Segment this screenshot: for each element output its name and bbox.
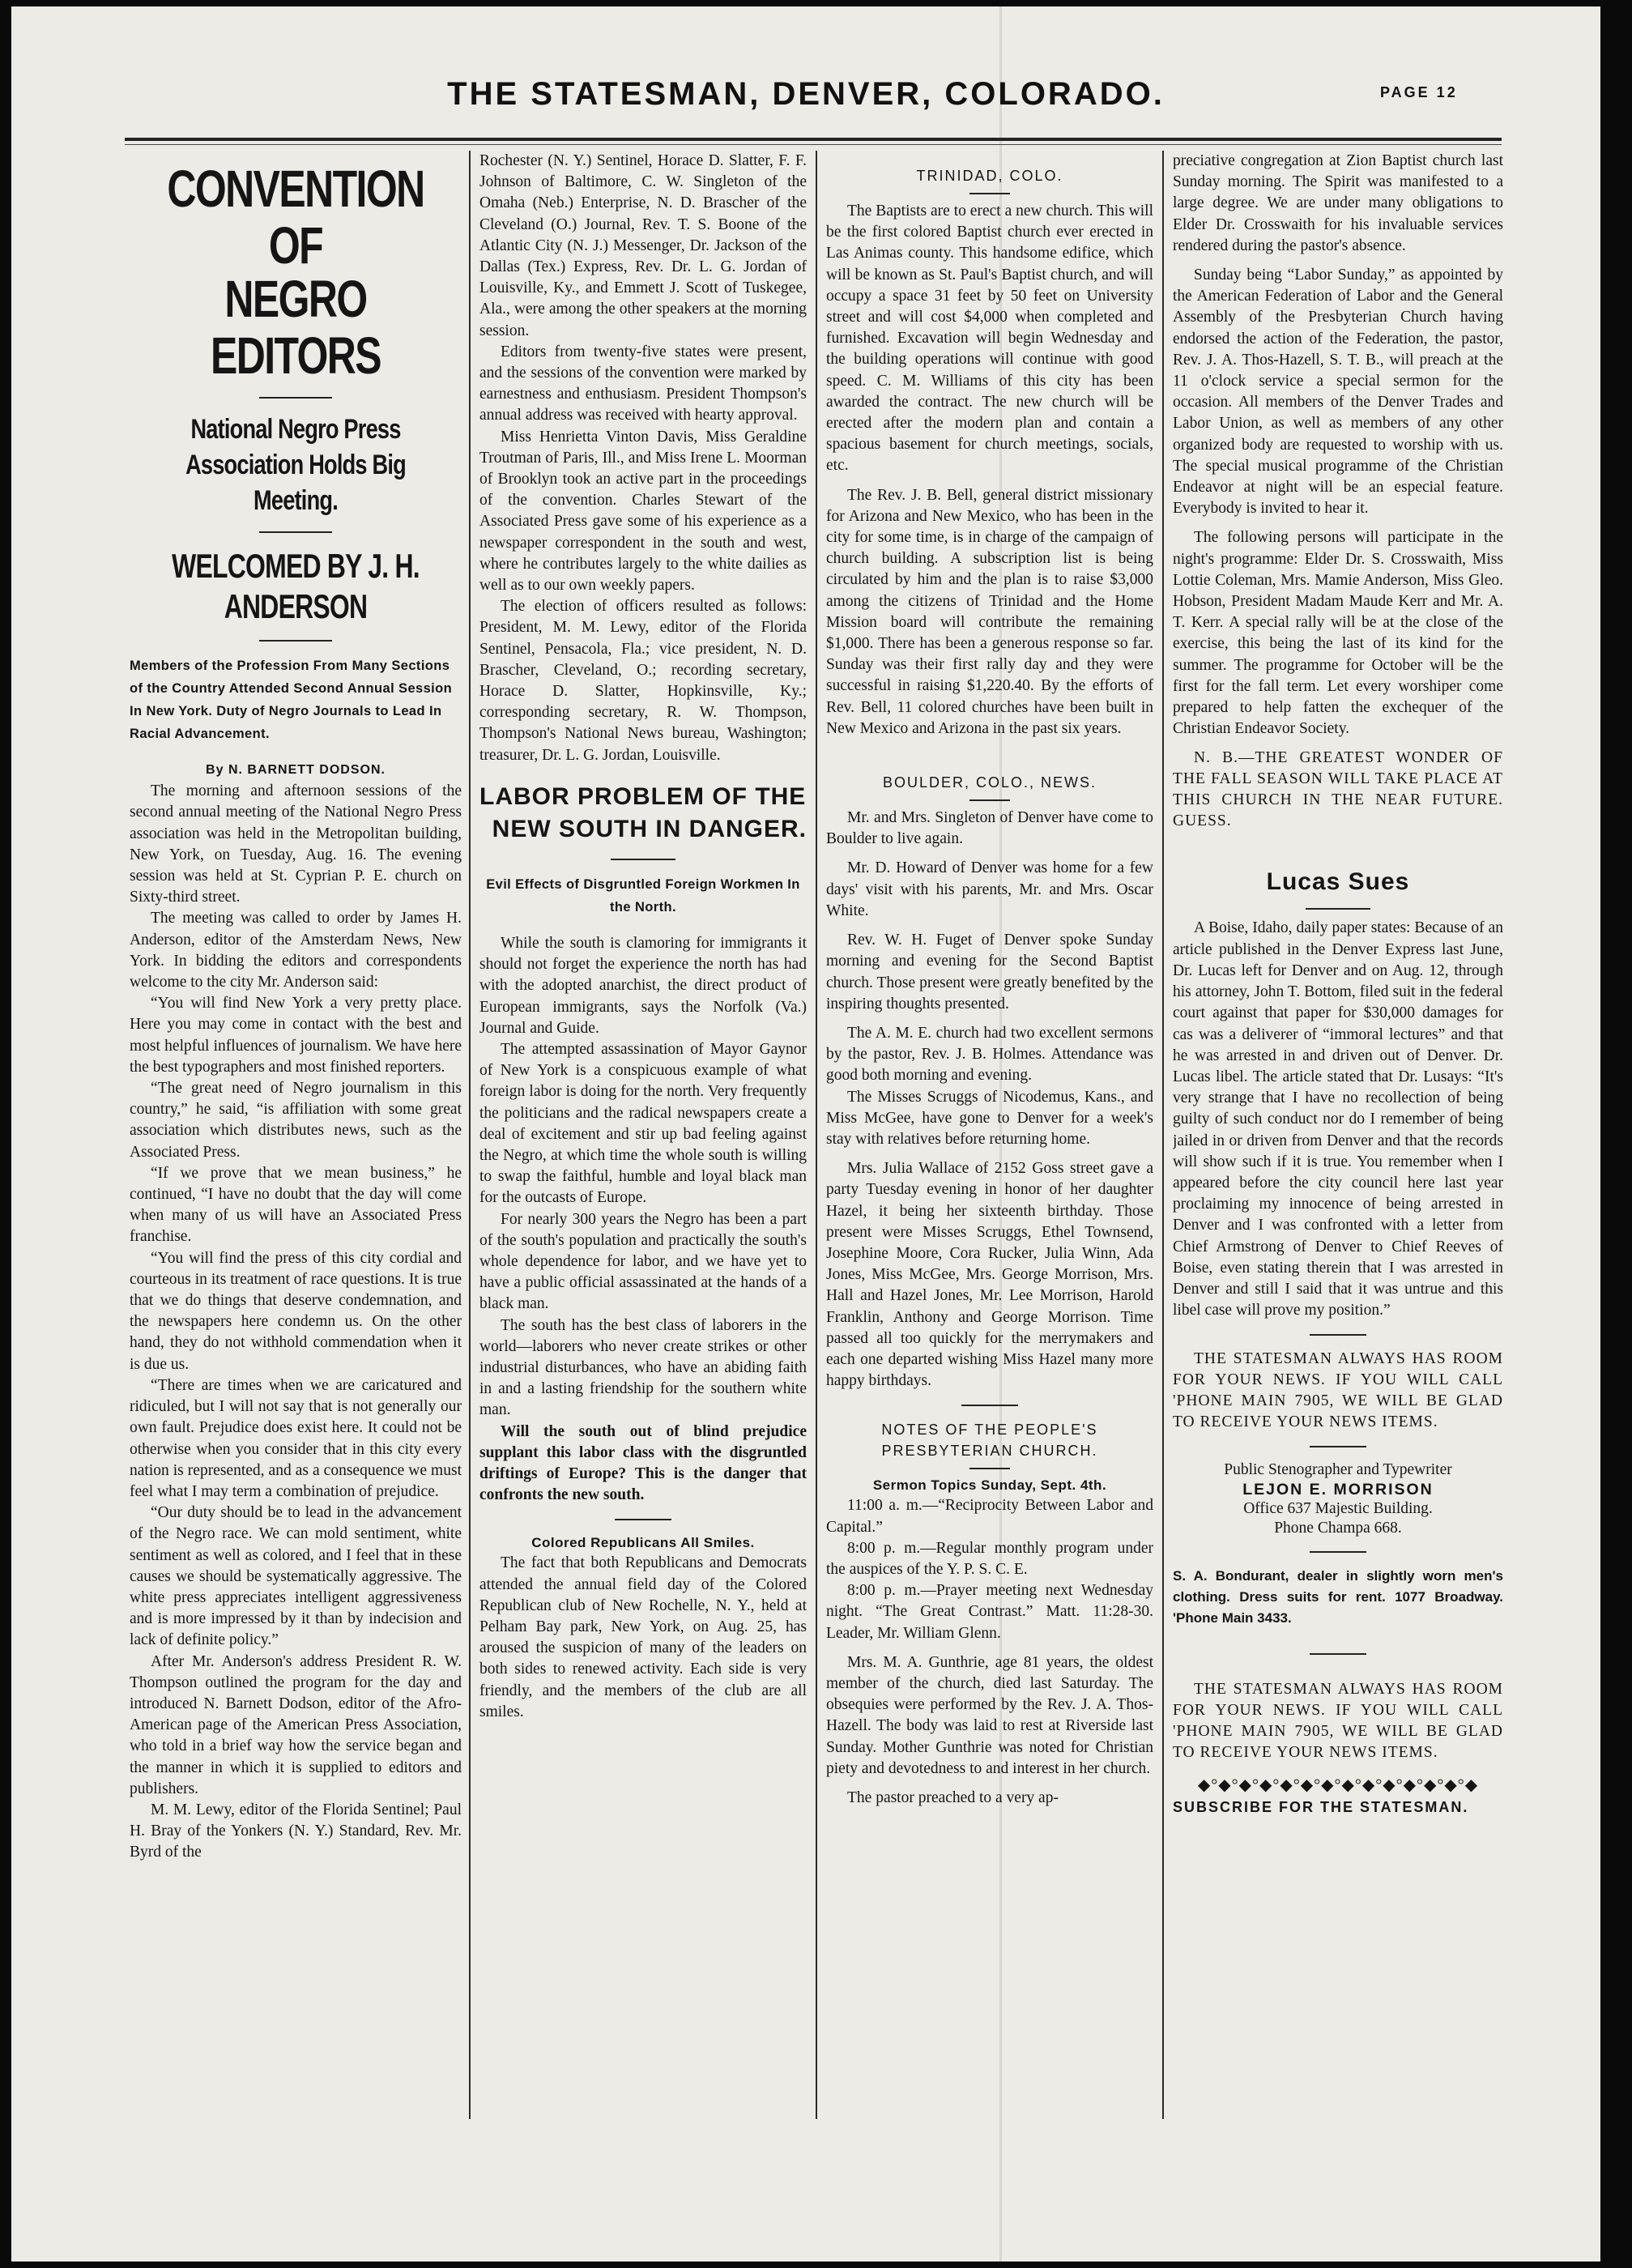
paragraph: The fact that both Republicans and Democrats attended the annual field day of the Colored Republican club of New Rochelle, N. Y., held at Pelham Bay park, New York, on Aug. 25, has aroused the suspicion of many of the leaders on both sides to renewed activity. Each side is very friendly, and the members of the club are all smiles. [479, 1554, 807, 1720]
card-line: Public Stenographer and Typewriter [1224, 1461, 1452, 1479]
business-card-morrison [1173, 1460, 1503, 1538]
headline-labor-problem: LABOR PROBLEM OF THE [479, 782, 807, 810]
section-divider [969, 193, 1010, 194]
section-divider [615, 1519, 671, 1520]
paragraph: Mr. D. Howard of Denver was home for a few days' visit with his parents, Mr. and Mrs. Oscar White. [826, 859, 1153, 919]
paragraph: While the south is clamoring for immigrants it should not forget the experience the north has had with the adopted anarchist, the direct product of European immigrants, says the Norfolk (Va.) Journal and Guide. [479, 934, 807, 1037]
paragraph: Rochester (N. Y.) Sentinel, Horace D. Slatter, F. F. Johnson of Baltimore, C. W. Singleton of the Omaha (Neb.) Enterprise, N. D. Brascher of the Cleveland (O.) Journal, Rev. T. S. Boone of the Atlantic City (N. J.) Messenger, Dr. Jackson of the Dallas (Tex.) Express, Rev. Dr. L. G. Jordan of Louisville, Ky., and Emmett J. Scott of Tuskegee, Ala., were among the other speakers at the morning session. [479, 152, 807, 339]
paragraph: preciative congregation at Zion Baptist church last Sunday morning. The Spirit was manifested to a large degree. We are under many obligations to Elder Dr. Crosswaith for his invaluable services rendered during the pastor's absence. [1173, 152, 1503, 254]
paragraph: The election of officers resulted as follows: President, M. M. Lewy, editor of the Florida Sentinel, Pensacola, Fla.; vice president, N. D. Brascher, Cleveland, O.; recording secretary, Horace D. Slatter, Hopkinsville, Ky.; corresponding secretary, R. W. Thompson, Thompson's National News bureau, Washington; treasurer, Dr. L. G. Jordan, Louisville. [479, 598, 807, 764]
paragraph: “If we prove that we mean business,” he continued, “I have no doubt that the day will come when many of us will have an Associated Press franchise. [130, 1164, 462, 1246]
paragraph: The attempted assassination of Mayor Gaynor of New York is a conspicuous example of what foreign labor is doing for the north. Very frequently the politicians and the radical newspapers create a deal of excitement and stir up bad feeling against the Negro, at which time the whole south is willing to swap the faithful, humble and loyal black man for the outcasts of Europe. [479, 1040, 807, 1207]
paragraph: For nearly 300 years the Negro has been a part of the south's population and practically the south's whole dependence for labor, and we have yet to have a public official assassinated at the hands of a black man. [479, 1210, 807, 1313]
paragraph: The A. M. E. church had two excellent sermons by the pastor, Rev. J. B. Holmes. Attendance was good both morning and evening. [826, 1024, 1153, 1085]
nb-notice: N. B.—THE GREATEST WONDER OF THE FALL SEASON WILL TAKE PLACE AT THIS CHURCH IN THE NEAR FUTURE. GUESS. [1173, 749, 1503, 830]
paragraph: Sunday being “Labor Sunday,” as appointed by the American Federation of Labor and the General Assembly of the Presbyterian Church having endorsed the action of the Federation, the pastor, Rev. J. A. Thos-Hazell, S. T. B., will preach at the 11 o'clock service a special sermon for the occasion. All members of the Denver Trades and Labor Union, as well as members of any other organized body are requested to worship with us. The special musical programme of the Christian Endeavor at night will be an especial feature. Everybody is invited to hear it. [1173, 266, 1503, 518]
section-title-presbyterian: NOTES OF THE PEOPLE'S PRESBYTERIAN CHURCH. [881, 1422, 1098, 1460]
column-1 [130, 151, 462, 2127]
column-rule [469, 151, 471, 2119]
paragraph: Mrs. M. A. Gunthrie, age 81 years, the oldest member of the church, died last Saturday. The obsequies were performed by the Rev. J. A. Thos-Hazell. The body was laid to rest at Riverside last Sunday. Mother Gunthrie was noted for Christian piety and devotedness to and interest in her church. [826, 1653, 1153, 1777]
headline-divider [259, 397, 332, 399]
paragraph: “There are times when we are caricatured and ridiculed, but I will not say that is not generally our own fault. Prejudice does exist here. It could not be otherwise when you consider that in this city every nation is represented, and as a consequence we must feel what I may term a combination of prejudice. [130, 1376, 462, 1500]
paragraph: The Misses Scruggs of Nicodemus, Kans., and Miss McGee, have gone to Denver for a week's stay with relatives before returning home. [826, 1088, 1153, 1148]
paragraph: Rev. W. H. Fuget of Denver spoke Sunday morning and evening for the Second Baptist church. Those present were greatly benefited by the inspiring thoughts presented. [826, 932, 1153, 1013]
paragraph: The meeting was called to order by James H. Anderson, editor of the Amsterdam News, New York. In bidding the editors and correspondents welcome to the city Mr. Anderson said: [130, 910, 462, 991]
masthead: THE STATESMAN, DENVER, COLORADO. [447, 76, 1165, 112]
paragraph: Miss Henrietta Vinton Davis, Miss Geraldine Troutman of Paris, Ill., and Miss Irene L. Moorman of Brooklyn took an active part in the proceedings of the convention. Charles Stewart of the Associated Press gave some of his experience as a newspaper correspondent in the south and west, where he contributes largely to the white dailies as well as to our own weekly papers. [479, 428, 807, 595]
paragraph: Editors from twenty-five states were present, and the sessions of the convention were marked by earnestness and enthusiasm. President Thompson's annual address was received with hearty approval. [479, 343, 807, 424]
column-4 [1173, 151, 1503, 2127]
subhead-republicans: Colored Republicans All Smiles. [531, 1535, 755, 1551]
card-line: Office 637 Majestic Building. [1243, 1500, 1433, 1518]
paragraph: M. M. Lewy, editor of the Florida Sentinel; Paul H. Bray of the Yonkers (N. Y.) Standard, Rev. Mr. Byrd of the [130, 1801, 462, 1861]
newspaper-page [11, 6, 1600, 2262]
headline-press-association: National Negro Press Association Holds Big Meeting. [185, 414, 406, 516]
statesman-notice: THE STATESMAN ALWAYS HAS ROOM FOR YOUR NEWS. IF YOU WILL CALL 'PHONE MAIN 7905, WE WILL BE GLAD TO RECEIVE YOUR NEWS ITEMS. [1173, 1350, 1503, 1431]
sermon-line: 8:00 p. m.—Regular monthly program under the auspices of the Y. P. S. C. E. [826, 1539, 1153, 1578]
article-deck: Members of the Profession From Many Sections of the Country Attended Second Annual Session In New York. Duty of Negro Journals to Lead In Racial Advancement. [130, 659, 453, 741]
section-title-trinidad: TRINIDAD, COLO. [916, 168, 1063, 184]
paragraph: The Rev. J. B. Bell, general district missionary for Arizona and New Mexico, who has been in the city for some time, is in charge of the campaign of church building. A subscription list is being circulated by him and the plan is to raise $3,000 among the citizens of Trinidad and the Home Mission board will contribute the remaining $1,000. There has been a generous response so far. Sunday was their first rally day and they were successful in raising $1,220.40. By the efforts of Rev. Bell, 11 colored churches have been built in New Mexico and Arizona in the past six years. [826, 486, 1153, 737]
section-title-boulder: BOULDER, COLO., NEWS. [882, 774, 1097, 791]
headline-divider [259, 640, 332, 642]
section-divider [961, 1405, 1018, 1406]
paragraph: “Our duty should be to lead in the advancement of the Negro race. We can mold sentiment, white sentiment as well as colored, and I feel that in these causes we should be systematically aggressive. The white press appreciates intelligent aggressiveness and is more impressed by it than by indecision and lack of definite policy.” [130, 1504, 462, 1649]
headline-lucas-sues: Lucas Sues [1266, 868, 1410, 896]
subscribe-notice: SUBSCRIBE FOR THE STATESMAN. [1173, 1798, 1469, 1815]
column-2 [479, 151, 807, 2127]
paragraph: The Baptists are to erect a new church. This will be the first colored Baptist church ever erected in Las Animas county. This handsome edifice, which will be known as St. Paul's Baptist church, and will occupy a space 31 feet by 50 feet on University street and will cost $4,000 when completed and furnished. Excavation will begin Wednesday and the building operations will continue with good speed. C. M. Williams of this city has been awarded the contract. The new church will be erected after the modern plan and contain a spacious basement for church meetings, socials, etc. [826, 202, 1153, 475]
ornament-border: ◆°◆°◆°◆°◆°◆°◆°◆°◆°◆°◆°◆°◆°◆ [1197, 1776, 1479, 1795]
paragraph: “You will find the press of this city cordial and courteous in its treatment of race questions. It is true that we do things that deserve condemnation, and the newspapers here condemn us. On the other hand, they do not withhold commendation when it is due us. [130, 1249, 462, 1373]
article-deck: Evil Effects of Disgruntled Foreign Workmen In the North. [486, 876, 800, 914]
headline-negro-editors: NEGRO EDITORS [210, 270, 381, 385]
section-divider [1310, 1334, 1366, 1336]
paragraph: The pastor preached to a very ap- [847, 1789, 1059, 1806]
paragraph: “You will find New York a very pretty place. Here you may come in contact with the best and most helpful influences of journalism. We have here the best typographers and most finished reporters. [130, 995, 462, 1076]
headline-divider [1306, 908, 1370, 910]
column-rule [816, 151, 817, 2119]
headline-divider [611, 859, 675, 860]
card-name: LEJON E. MORRISON [1242, 1481, 1434, 1499]
paragraph: The south has the best class of laborers in the world—laborers who never create strikes or other industrial disturbances, who have an abiding faith in and a lasting friendship for the southern white man. [479, 1316, 807, 1419]
column-rule [1162, 151, 1164, 2119]
masthead-rule-thin [125, 144, 1502, 145]
paragraph: The following persons will participate in the night's programme: Elder Dr. S. Crosswaith, Miss Lottie Coleman, Mrs. Mamie Anderson, Miss Gleo. Hobson, President Madam Maude Kerr and Mr. A. T. Kerr. A special rally will be at the close of the exercise, this being the last of its kind for the summer. The programme for October will be the first for the fall term. Let every worshiper come prepared to help fatten the exchequer of the Christian Endeavor Society. [1173, 529, 1503, 738]
section-divider [1310, 1551, 1366, 1553]
section-divider [969, 799, 1010, 801]
byline: By N. BARNETT DODSON. [206, 763, 386, 777]
sermon-line: 11:00 a. m.—“Reciprocity Between Labor and Capital.” [826, 1497, 1153, 1536]
paragraph: The morning and afternoon sessions of the second annual meeting of the National Negro Press association was held in the Metropolitan building, New York, on Tuesday, Aug. 16. The evening session was held at St. Cyprian P. E. church on Sixty-third street. [130, 782, 462, 906]
headline-new-south: NEW SOUTH IN DANGER. [492, 815, 807, 842]
headline-welcomed: WELCOMED BY J. H. ANDERSON [172, 547, 420, 625]
paragraph: After Mr. Anderson's address President R. W. Thompson outlined the program for the day and introduced N. Barnett Dodson, editor of the Afro-American page of the American Press Association, who told in a brief way how the service began and the manner in which it is supplied to editors and publishers. [130, 1652, 462, 1797]
sermon-line: 8:00 p. m.—Prayer meeting next Wednesday night. “The Great Contrast.” Matt. 11:28-30. Leader, Mr. William Glenn. [826, 1582, 1153, 1642]
statesman-notice: THE STATESMAN ALWAYS HAS ROOM FOR YOUR NEWS. IF YOU WILL CALL 'PHONE MAIN 7905, WE WILL BE GLAD TO RECEIVE YOUR NEWS ITEMS. [1173, 1681, 1503, 1762]
subhead-sermon-topics: Sermon Topics Sunday, Sept. 4th. [872, 1477, 1107, 1494]
masthead-rule [125, 138, 1502, 141]
headline-divider [259, 531, 332, 533]
paragraph: Mr. and Mrs. Singleton of Denver have come to Boulder to live again. [826, 809, 1153, 848]
section-divider [1310, 1446, 1366, 1447]
section-divider [1310, 1653, 1366, 1655]
page-number: PAGE 12 [1380, 84, 1458, 100]
section-divider [969, 1468, 1010, 1469]
paragraph: Will the south out of blind prejudice supplant this labor class with the disgruntled driftings of Europe? This is the danger that confronts the new south. [479, 1422, 807, 1504]
column-3 [826, 151, 1153, 2127]
paragraph: “The great need of Negro journalism in this country,” he said, “is affiliation with some great association which distributes news, such as the Associated Press. [130, 1080, 462, 1161]
headline-convention: CONVENTION OF [167, 160, 424, 275]
paragraph: A Boise, Idaho, daily paper states: Because of an article published in the Denver Express last June, Dr. Lucas left for Denver and on Aug. 12, through his attorney, John T. Bottom, filed suit in the federal court against that paper for $30,000 damages for cas was a deliverer of “immoral lectures” and that he was arrested in and driven out of Denver. Dr. Lucas libel. The article stated that Dr. Lusays: “It's very strange that I have no recollection of being guilty of such conduct nor do I remember of being jailed in or driven from Denver and that the records will show such if it is true. You remember when I appeared before the city council here last year proclaiming my innocence of being arrested in Denver and I was confronted with a letter from Chief Armstrong of Denver to Chief Reeves of Boise, even stating therein that I was arrested in Denver and still I said that it was untrue and this libel case will prove my position.” [1173, 919, 1503, 1319]
paragraph: Mrs. Julia Wallace of 2152 Goss street gave a party Tuesday evening in honor of her daughter Hazel, it being her sixteenth birthday. Those present were Misses Scruggs, Ethel Townsend, Josephine Moore, Cora Rucker, Julia Winn, Ada Jones, Miss McGee, Mrs. George Morrison, Mrs. Hall and Hazel Jones, Mr. Lee Morrison, Harold Franklin, Anthony and George Morrison. Time passed all too quickly for the merrymakers and each one departed wishing Miss Hazel many more happy birthdays. [826, 1160, 1153, 1390]
card-line: Phone Champa 668. [1274, 1520, 1402, 1537]
bondurant-ad: S. A. Bondurant, dealer in slightly worn men's clothing. Dress suits for rent. 1077 Broadway. 'Phone Main 3433. [1173, 1568, 1503, 1626]
